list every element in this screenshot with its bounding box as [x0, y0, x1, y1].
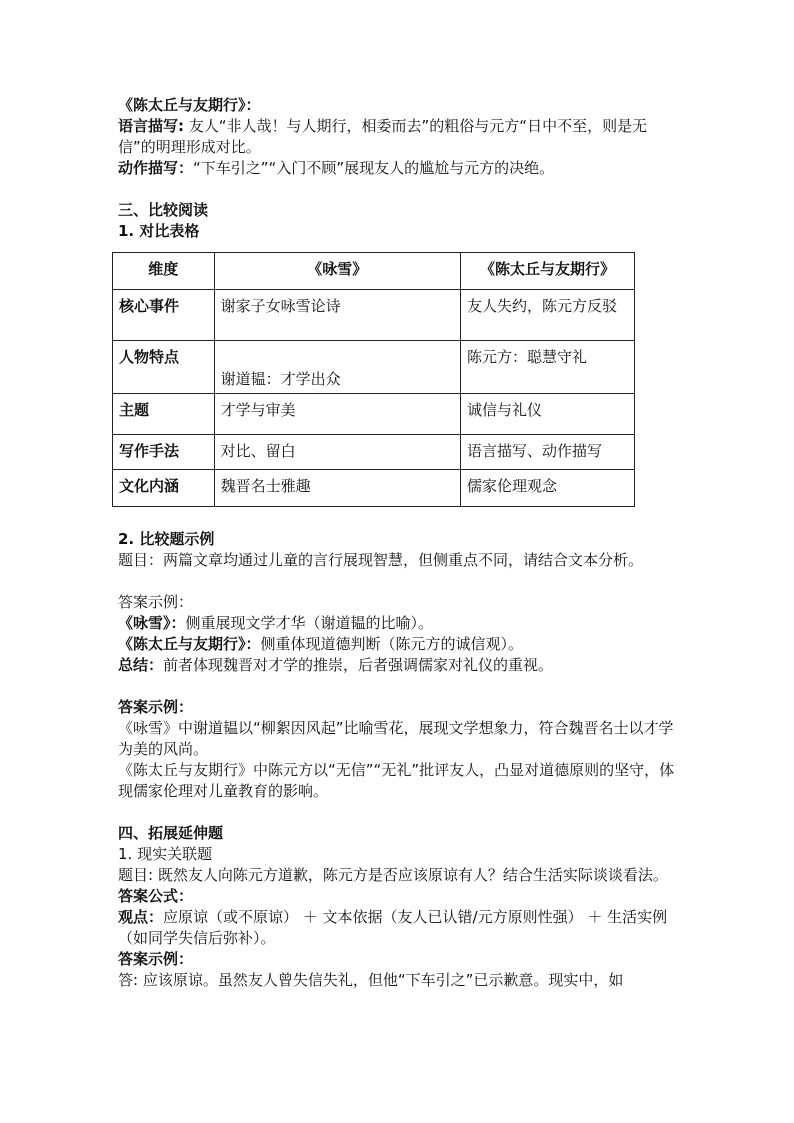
- answer-line-chentaiqiu: [118, 634, 678, 655]
- table-header-cell: 维度: [113, 253, 215, 290]
- table-header-cell: 《陈太丘与友期行》: [460, 253, 634, 290]
- table-cell: 诚信与礼仪: [460, 394, 634, 435]
- table-cell: 对比、留白: [214, 435, 460, 470]
- table-header-cell: 《咏雪》: [214, 253, 460, 290]
- answer-example-label-2: 答案示例：: [118, 698, 194, 716]
- answer-line-text: 侧重展现文学才华（谢道韫的比喻）。: [185, 614, 434, 632]
- section-title-chentaiqiu: 《陈太丘与友期行》：: [118, 96, 261, 114]
- table-row: [113, 341, 635, 394]
- answer-line-label: 《陈太丘与友期行》：: [118, 635, 261, 653]
- answer-example-label-3: 答案示例：: [118, 950, 194, 968]
- answer-example-label: 答案示例：: [118, 593, 194, 611]
- answer-formula-view: [118, 907, 678, 949]
- action-description: [118, 158, 678, 179]
- table-cell: 写作手法: [113, 435, 215, 470]
- comparison-question: 题目：两篇文章均通过儿童的言行展现智慧，但侧重点不同，请结合文本分析。: [118, 551, 644, 569]
- table-cell: 核心事件: [113, 290, 215, 341]
- view-label: 观点：: [118, 908, 164, 926]
- comparison-question-subheading: 2. 比较题示例: [118, 530, 215, 548]
- answer-example-text: 答: 应该原谅。虽然友人曾失信失礼，但他“下车引之”已示歉意。现实中，如: [118, 971, 624, 989]
- real-life-subheading: 1. 现实关联题: [118, 845, 213, 863]
- table-cell: 友人失约，陈元方反驳: [460, 290, 634, 341]
- answer-paragraph-chentaiqiu: 《陈太丘与友期行》中陈元方以“无信”“无礼”批评友人，凸显对道德原则的坚守，体现儒家伦理对儿童教育的影响。: [118, 761, 675, 800]
- answer-line-text: 侧重体现道德判断（陈元方的诚信观）。: [260, 635, 524, 653]
- answer-line-yongxue: [118, 613, 678, 634]
- document-page: [118, 95, 678, 991]
- table-cell: 陈元方：聪慧守礼: [460, 341, 634, 394]
- action-label: 动作描写：: [118, 159, 194, 177]
- table-cell: 人物特点: [113, 341, 215, 394]
- answer-line-text: 前者体现魏晋对才学的推崇，后者强调儒家对礼仪的重视。: [163, 656, 554, 674]
- table-cell: 谢道韫：才学出众: [214, 341, 460, 394]
- comparison-table: [112, 252, 635, 507]
- table-cell: 谢家子女咏雪论诗: [214, 290, 460, 341]
- table-cell: 主题: [113, 394, 215, 435]
- answer-paragraph-yongxue: 《咏雪》中谢道韫以“柳絮因风起”比喻雪花，展现文学想象力，符合魏晋名士以才学为美的风尚。: [118, 719, 674, 758]
- answer-line-summary: [118, 655, 678, 676]
- table-row: [113, 470, 635, 507]
- language-description: [118, 116, 678, 158]
- table-cell: 魏晋名士雅趣: [214, 470, 460, 507]
- table-row: [113, 435, 635, 470]
- answer-formula-label: 答案公式：: [118, 887, 194, 905]
- language-label: 语言描写:: [118, 117, 184, 135]
- comparison-table-subheading: 1. 对比表格: [118, 222, 200, 240]
- table-header-row: [113, 253, 635, 290]
- section4-heading: 四、拓展延伸题: [118, 824, 224, 842]
- table-row: [113, 394, 635, 435]
- table-cell: 文化内涵: [113, 470, 215, 507]
- language-text: 友人“非人哉！与人期行，相委而去”的粗俗与元方“日中不至，则是无信”的明理形成对比。: [118, 117, 648, 156]
- real-life-question: 题目: 既然友人向陈元方道歉，陈元方是否应该原谅有人？结合生活实际谈谈看法。: [118, 866, 668, 884]
- answer-line-label: 《咏雪》：: [118, 614, 186, 632]
- table-row: [113, 290, 635, 341]
- table-cell: 语言描写、动作描写: [460, 435, 634, 470]
- table-cell: 儒家伦理观念: [460, 470, 634, 507]
- answer-line-label: 总结：: [118, 656, 164, 674]
- view-text: 应原谅（或不原谅） ＋ 文本依据（友人已认错/元方原则性强） ＋ 生活实例（如同学失信后弥补）。: [118, 908, 668, 947]
- table-cell: 才学与审美: [214, 394, 460, 435]
- action-text: “下车引之”“入门不顾”展现友人的尴尬与元方的决绝。: [193, 159, 555, 177]
- section3-heading: 三、比较阅读: [118, 201, 209, 219]
